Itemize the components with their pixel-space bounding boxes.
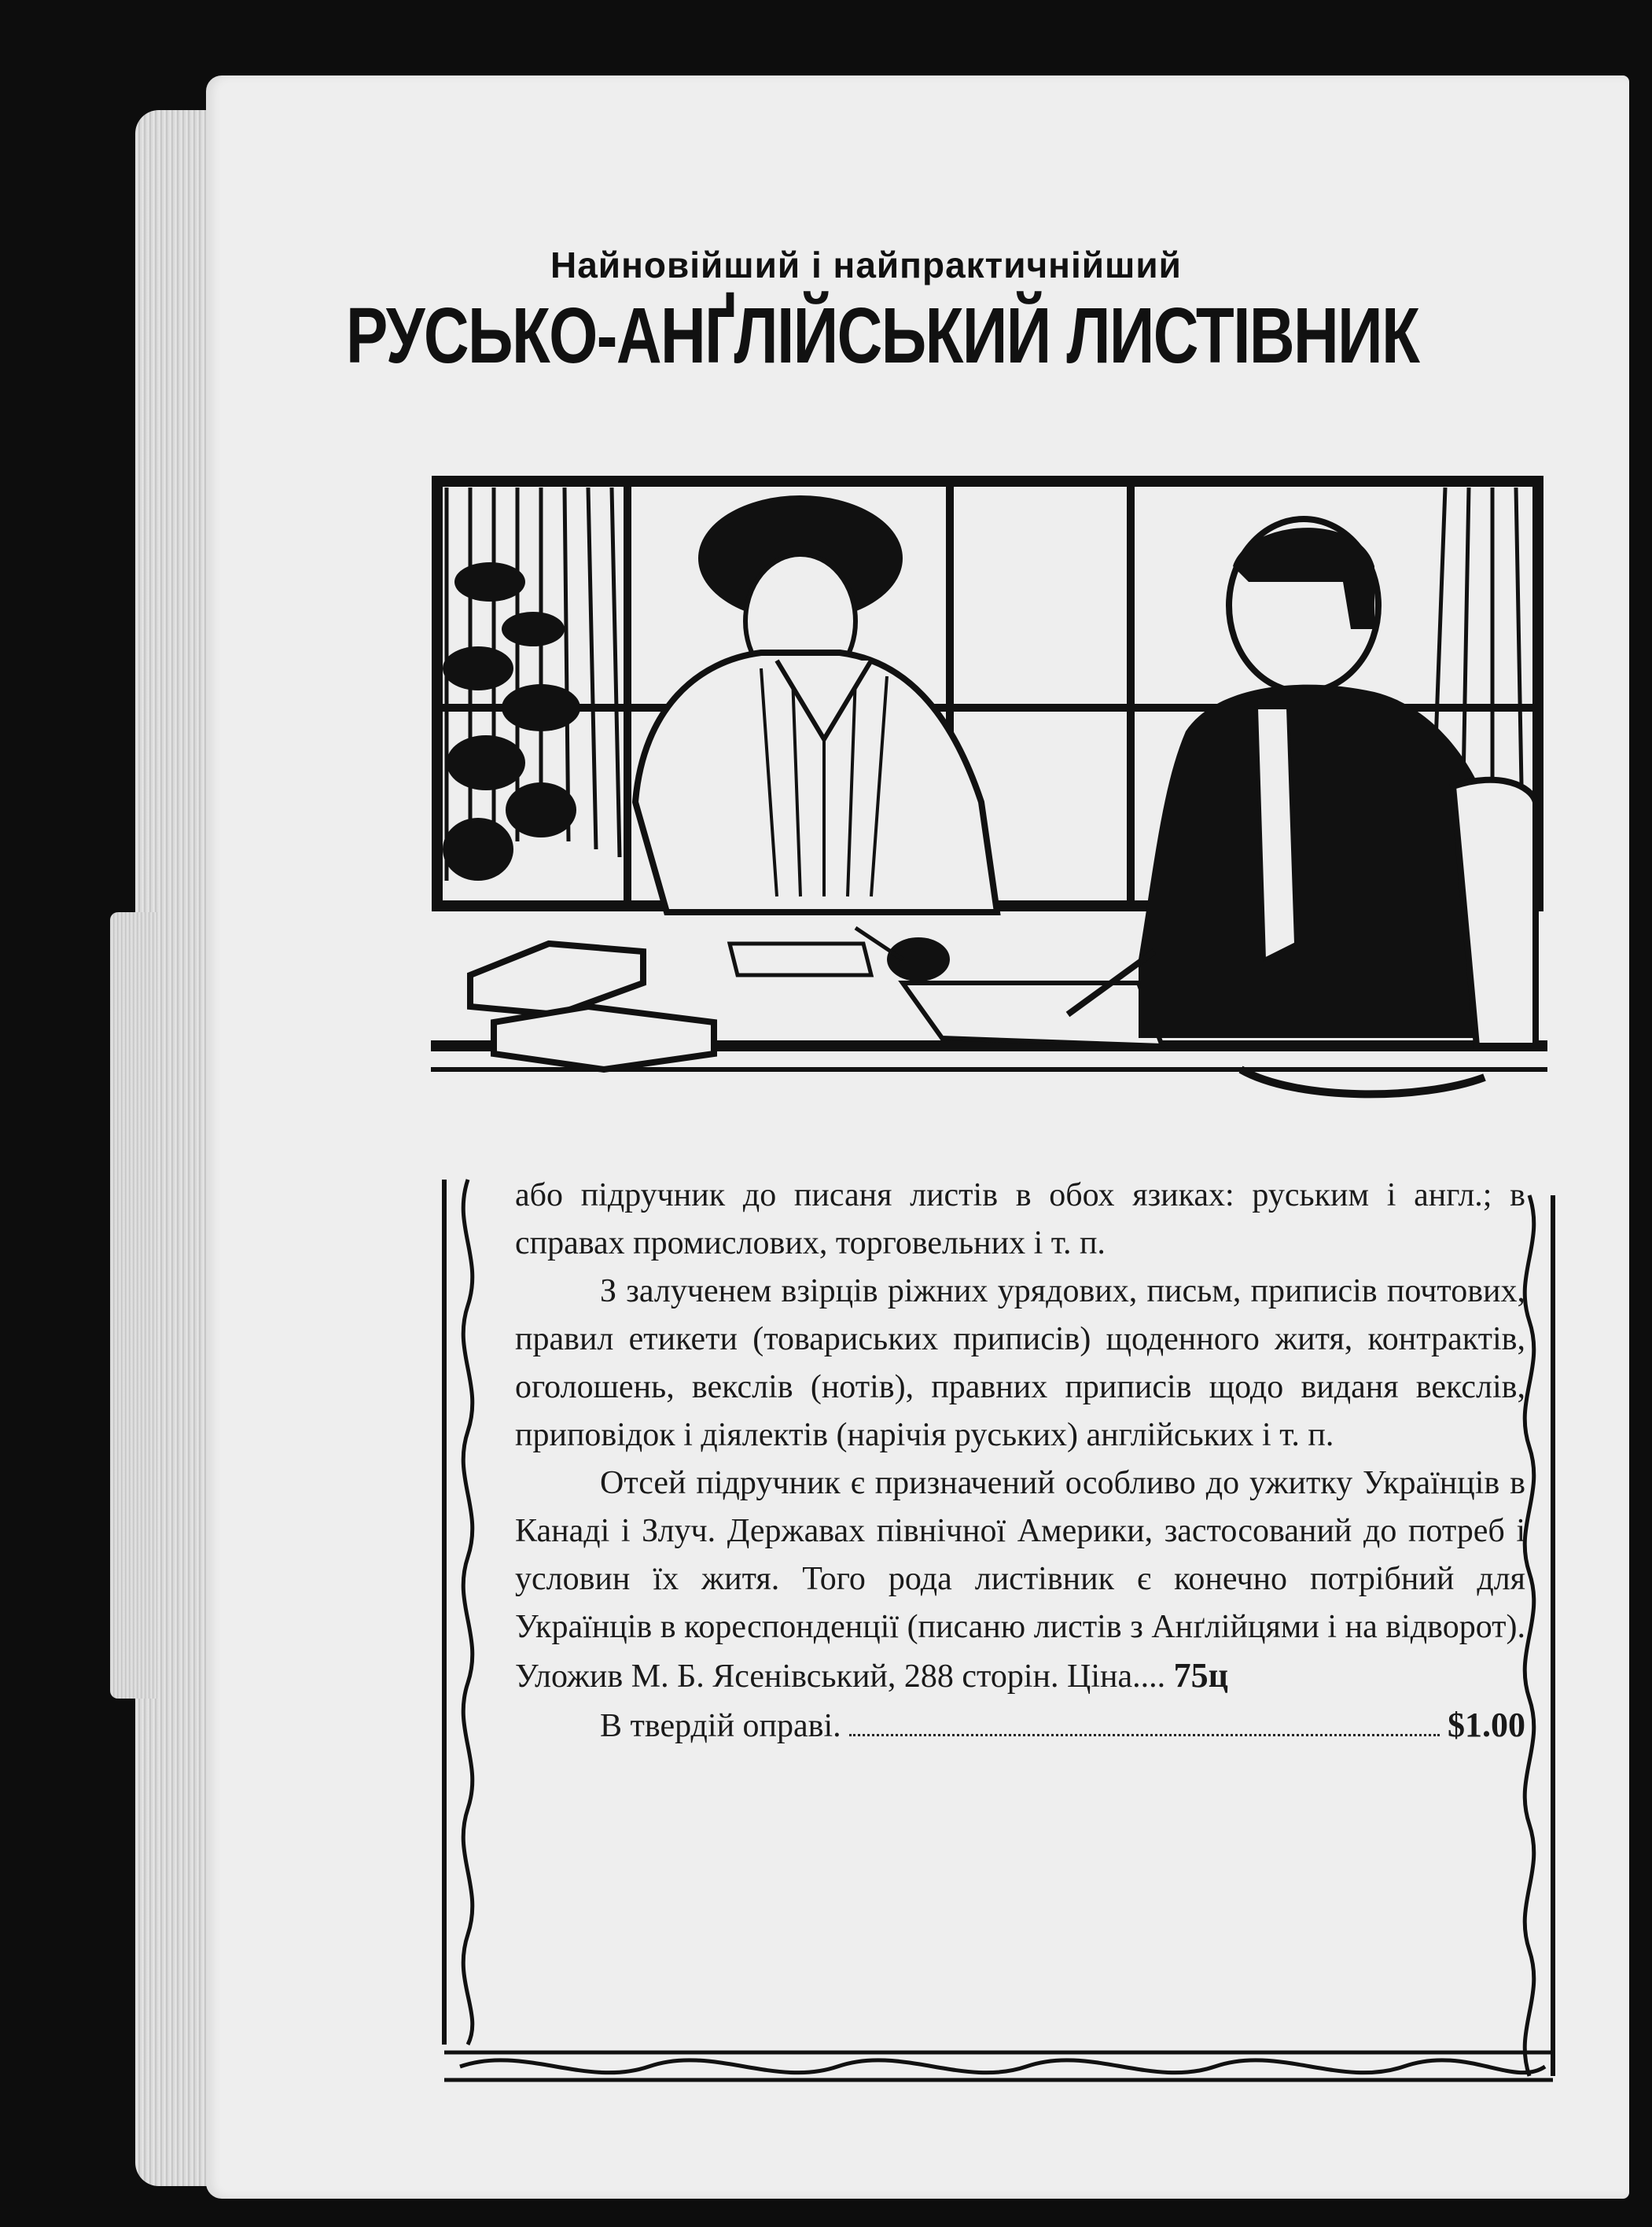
- description-text: [515, 1172, 1525, 1750]
- contents-paragraph: З залученем взірців ріжних урядових, письм, приписів почтових, правил етикети (товариських приписів) щоденного житя, контрактів, оголошень, векслів (нотів), правних приписів щодо виданя векслів, приповідок і діялектів (нарічія руських) англійських і т. п.: [515, 1273, 1525, 1453]
- illustration-woman-and-man-writing-letters-icon: [431, 472, 1547, 1164]
- price-hard: $1.00: [1448, 1706, 1525, 1744]
- hardcover-price-line: [515, 1701, 1525, 1750]
- purpose-paragraph: [515, 1460, 1525, 1701]
- leader-dots: [849, 1712, 1440, 1736]
- page-title: РУСЬКО-АНҐЛІЙСЬКИЙ ЛИСТІВНИК: [346, 292, 1419, 380]
- subtitle: Найновійший і найпрактичнійший: [550, 245, 1182, 285]
- price-soft: 75ц: [1173, 1656, 1228, 1695]
- intro-paragraph: або підручник до писаня листів в обох язиках: руським і англ.; в справах промислових, торговельних і т. п.: [515, 1177, 1525, 1261]
- page-tab-edge: [110, 912, 157, 1699]
- purpose-text: Отсей підручник є призначений особливо до ужитку Українців в Канаді і Злуч. Державах північної Америки, застосований до потреб і условин їх житя. Того рода листівник є конечно потрібний для Українців в кореспонденції (писаню листів з Анґлійцями і на відворот). Уложив М. Б. Ясенівський, 288 сторін. Ціна....: [515, 1465, 1525, 1695]
- hardcover-label: В твердій оправі.: [600, 1708, 841, 1744]
